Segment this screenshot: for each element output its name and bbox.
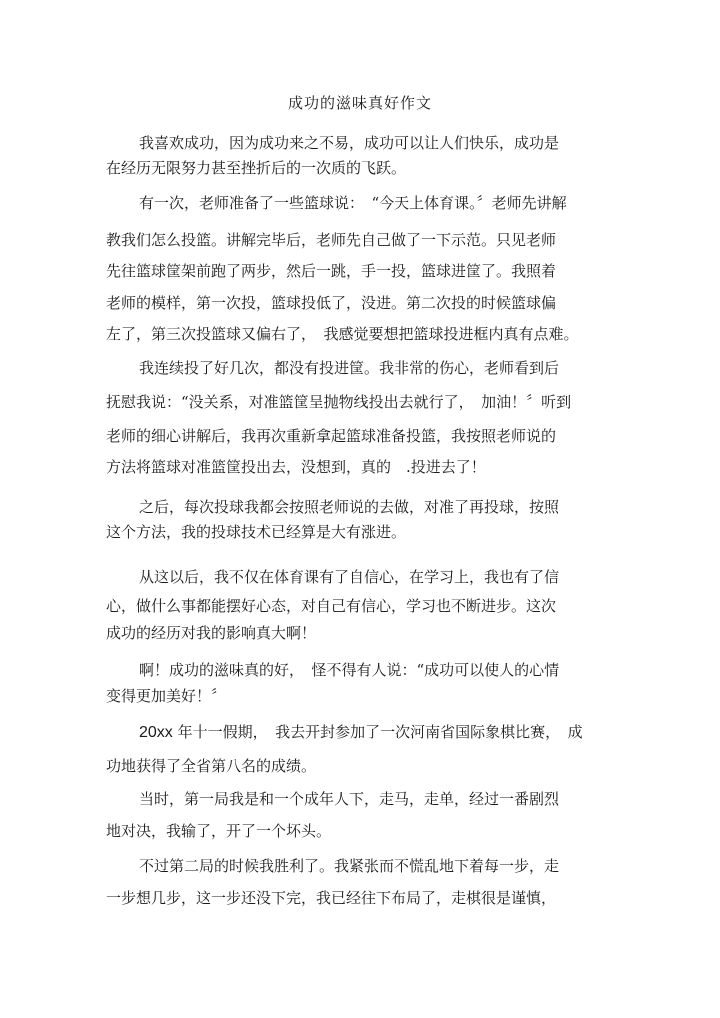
page-title: 成功的滋味真好作文	[287, 94, 432, 112]
text-line: 我喜欢成功，因为成功来之不易，成功可以让人们快乐，成功是	[139, 134, 560, 152]
text-line: 先往篮球筐架前跑了两步，然后一跳，手一投，篮球进筐了。我照着	[106, 262, 557, 280]
text-line: 啊！成功的滋味真的好， 怪不得有人说：“成功可以使人的心情	[139, 661, 560, 679]
text-line: 地对决，我输了，开了一个坏头。	[106, 822, 332, 840]
text-line: 老师的模样，第一次投，篮球投低了，没进。第二次投的时候篮球偏	[106, 294, 557, 312]
text-line: 方法将篮球对准篮筐投出去，没想到，真的 .投进去了！	[106, 458, 486, 476]
text-line: 从这以后，我不仅在体育课有了自信心，在学习上，我也有了信	[139, 568, 560, 586]
text-line: 我连续投了好几次，都没有投进筐。我非常的伤心，老师看到后	[139, 359, 560, 377]
text-line: 这个方法，我的投球技术已经算是大有涨进。	[106, 523, 407, 541]
text-line: 左了，第三次投篮球又偏右了， 我感觉要想把篮球投进框内真有点难。	[106, 325, 579, 343]
text-line-rest: 年十一假期， 我去开封参加了一次河南省国际象棋比赛， 成	[177, 723, 583, 741]
text-line: 抚慰我说：“没关系，对准篮筐呈抛物线投出去就行了， 加油！〞听到	[106, 393, 572, 411]
text-line: 教我们怎么投篮。讲解完毕后，老师先自己做了一下示范。只见老师	[106, 231, 557, 249]
text-line: 有一次，老师准备了一些篮球说： “今天上体育课。〞老师先讲解	[139, 194, 567, 212]
text-line: 功地获得了全省第八名的成绩。	[106, 757, 317, 775]
year-number: 20xx	[139, 724, 173, 741]
text-line: 老师的细心讲解后，我再次重新拿起篮球准备投篮，我按照老师说的	[106, 427, 557, 445]
text-line: 不过第二局的时候我胜利了。我紧张而不慌乱地下着每一步，走	[139, 857, 560, 875]
text-line: 在经历无限努力甚至挫折后的一次质的飞跃。	[106, 159, 407, 177]
text-line: 之后，每次投球我都会按照老师说的去做，对准了再投球，按照	[139, 498, 560, 516]
text-line: 成功的经历对我的影响真大啊！	[106, 624, 317, 642]
text-line	[139, 722, 583, 743]
text-line: 心，做什么事都能摆好心态，对自己有信心，学习也不断进步。这次	[106, 597, 557, 615]
text-line: 变得更加美好！〞	[106, 687, 227, 705]
text-line: 当时，第一局我是和一个成年人下，走马，走单，经过一番剧烈	[139, 790, 560, 808]
text-line: 一步想几步，这一步还没下完，我已经往下布局了，走棋很是谨慎，	[106, 889, 557, 907]
